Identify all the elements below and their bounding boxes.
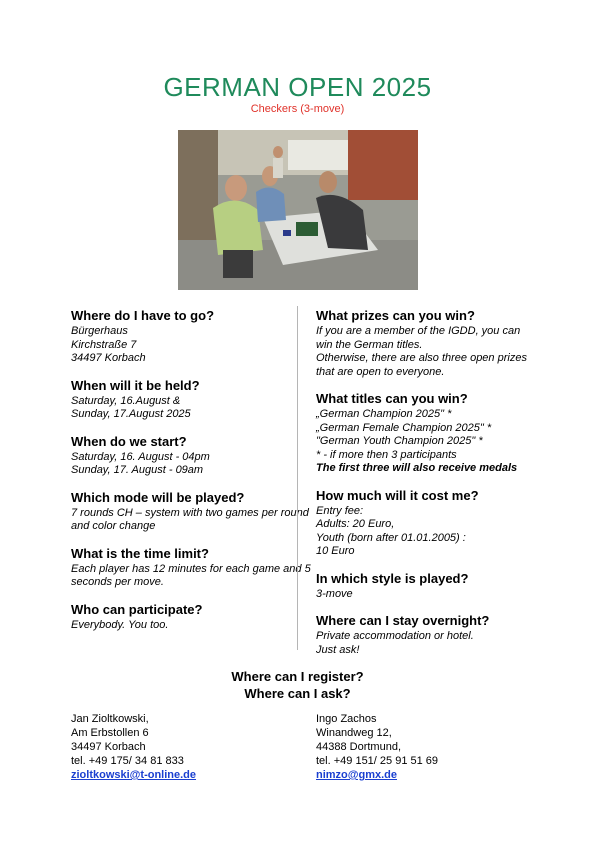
section-body: „German Champion 2025" * „German Female Champion 2025" * "German Youth Champion 2025" * * - if more then 3 participants	[316, 408, 492, 461]
contact-left	[71, 712, 196, 782]
section-heading: Who can participate?	[71, 601, 203, 617]
section-body: Everybody. You too.	[71, 618, 169, 631]
section-participants	[71, 602, 311, 633]
section-heading: Which mode will be played?	[71, 489, 245, 505]
section-mode	[71, 490, 311, 534]
section-start-times	[71, 434, 311, 478]
section-heading: When will it be held?	[71, 377, 200, 393]
checkers-players-photo	[178, 130, 418, 290]
left-column	[71, 308, 311, 644]
contact-email-link[interactable]: nimzo@gmx.de	[316, 769, 398, 781]
section-heading: What is the time limit?	[71, 545, 209, 561]
section-heading: Where do I have to go?	[71, 308, 215, 323]
section-body: 3-move	[316, 587, 353, 600]
section-heading: What titles can you win?	[316, 391, 468, 406]
section-heading: When do we start?	[71, 433, 187, 449]
section-heading: How much will it cost me?	[316, 487, 479, 503]
register-heading	[0, 668, 595, 702]
section-body: Each player has 12 minutes for each game and 5 seconds per move.	[71, 562, 311, 588]
contact-text: Ingo Zachos Winandweg 12, 44388 Dortmund, tel. +49 151/ 25 91 51 69	[316, 713, 439, 767]
contact-email-link[interactable]: zioltkowski@t-online.de	[71, 769, 197, 781]
section-body: Saturday, 16. August - 04pm Sunday, 17. August - 09am	[71, 450, 210, 476]
register-line-1: Where can I register?	[231, 669, 364, 684]
section-body: Saturday, 16.August & Sunday, 17.August 2025	[71, 394, 191, 420]
section-heading: What prizes can you win?	[316, 308, 475, 323]
contact-right	[316, 712, 438, 782]
section-body: Entry fee: Adults: 20 Euro, Youth (born after 01.01.2005) : 10 Euro	[316, 504, 466, 557]
page-title: GERMAN OPEN 2025	[163, 72, 432, 102]
section-accommodation	[316, 613, 531, 657]
section-body: Bürgerhaus Kirchstraße 7 34497 Korbach	[71, 325, 146, 364]
event-photo	[178, 130, 418, 290]
section-time-limit	[71, 546, 311, 590]
section-body: 7 rounds CH – system with two games per round and color change	[71, 506, 309, 532]
section-prizes	[316, 308, 531, 379]
right-column	[316, 308, 531, 669]
section-location	[71, 308, 311, 366]
section-heading: Where can I stay overnight?	[316, 613, 490, 628]
medals-note: The first three will also receive medals	[316, 462, 518, 474]
page-subtitle: Checkers (3-move)	[250, 103, 345, 115]
section-body: Private accommodation or hotel. Just ask!	[316, 630, 474, 656]
section-titles	[316, 391, 531, 476]
section-style	[316, 571, 531, 602]
section-heading: In which style is played?	[316, 570, 469, 586]
register-line-2: Where can I ask?	[244, 686, 351, 701]
section-dates	[71, 378, 311, 422]
section-cost	[316, 488, 531, 559]
section-body: If you are a member of the IGDD, you can win the German titles. Otherwise, there are also three open prizes that are open to everyone.	[316, 325, 527, 378]
contact-text: Jan Zioltkowski, Am Erbstollen 6 34497 Korbach tel. +49 175/ 34 81 833	[71, 713, 184, 767]
column-divider	[297, 306, 298, 650]
